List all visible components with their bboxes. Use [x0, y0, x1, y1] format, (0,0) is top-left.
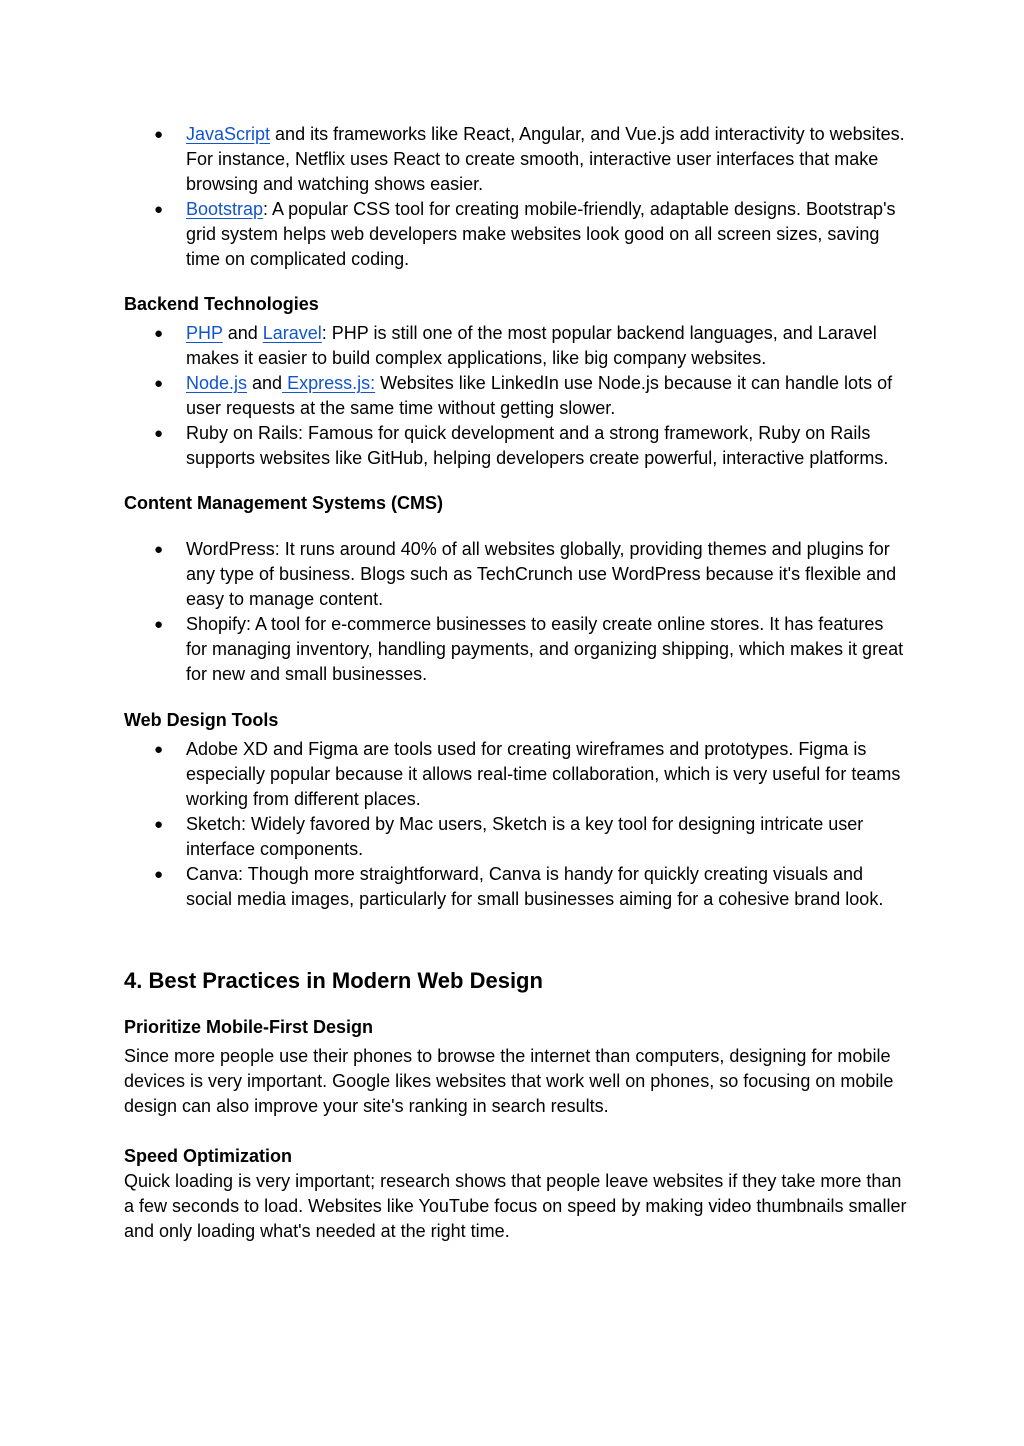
- javascript-link[interactable]: JavaScript: [186, 124, 271, 144]
- list-item-text: : PHP is still one of the most popular backend languages, and Laravel makes it easier to build complex applications, like big company websites.: [186, 323, 877, 368]
- nodejs-link[interactable]: Node.js: [186, 373, 248, 393]
- mobile-first-paragraph: Since more people use their phones to browse the internet than computers, designing for mobile devices is very important. Google likes websites that work well on phones, so focusing on mobile design can also improve your site's ranking in search results.: [124, 1046, 894, 1116]
- list-item-text: and its frameworks like React, Angular, and Vue.js add interactivity to websites. For instance, Netflix uses React to create smooth, interactive user interfaces that make browsing and watching shows easier.: [186, 124, 905, 194]
- bullet-icon: ●: [154, 425, 164, 442]
- list-item-text: Adobe XD and Figma are tools used for creating wireframes and prototypes. Figma is especially popular because it allows real-time collaboration, which is very useful for teams working from different places.: [186, 739, 901, 809]
- bullet-icon: ●: [154, 741, 164, 758]
- backend-heading: Backend Technologies: [124, 294, 319, 314]
- expressjs-link[interactable]: Express.js:: [282, 373, 376, 393]
- bullet-icon: ●: [154, 126, 164, 143]
- cms-heading: Content Management Systems (CMS): [124, 493, 444, 513]
- speed-paragraph: Quick loading is very important; research shows that people leave websites if they take more than a few seconds to load. Websites like YouTube focus on speed by making video thumbnails smaller and only loading what's needed at the right time.: [124, 1171, 907, 1241]
- list-item: [124, 421, 906, 471]
- bullet-icon: ●: [154, 541, 164, 558]
- bullet-icon: ●: [154, 375, 164, 392]
- php-link[interactable]: PHP: [186, 323, 223, 343]
- list-item-text: Ruby on Rails: Famous for quick development and a strong framework, Ruby on Rails supports websites like GitHub, helping developers create powerful, interactive platforms.: [186, 423, 889, 468]
- list-item-text: Shopify: A tool for e-commerce businesses to easily create online stores. It has features for managing inventory, handling payments, and organizing shipping, which makes it great for new and small businesses.: [186, 614, 904, 684]
- laravel-link[interactable]: Laravel: [262, 323, 322, 343]
- list-item: [124, 197, 906, 272]
- mobile-first-heading: Prioritize Mobile-First Design: [124, 1017, 374, 1037]
- list-item-text: Sketch: Widely favored by Mac users, Sketch is a key tool for designing intricate user interface components.: [186, 814, 864, 859]
- document-page: [124, 122, 914, 1244]
- list-item-text: Canva: Though more straightforward, Canva is handy for quickly creating visuals and social media images, particularly for small businesses aiming for a cohesive brand look.: [186, 864, 884, 909]
- list-item: [124, 321, 906, 371]
- list-item: [124, 122, 906, 197]
- list-item-text: and: [222, 323, 263, 343]
- design-tools-heading: Web Design Tools: [124, 710, 279, 730]
- list-item-text: : A popular CSS tool for creating mobile-friendly, adaptable designs. Bootstrap's grid system helps web developers make websites look good on all screen sizes, saving time on complicated coding.: [186, 199, 896, 269]
- backend-list: [124, 321, 914, 471]
- bullet-icon: ●: [154, 816, 164, 833]
- list-item: [124, 371, 906, 421]
- bootstrap-link[interactable]: Bootstrap: [186, 199, 264, 219]
- list-item: [124, 537, 906, 612]
- bullet-icon: ●: [154, 325, 164, 342]
- section-title: 4. Best Practices in Modern Web Design: [124, 968, 543, 993]
- list-item: [124, 812, 906, 862]
- cms-list: [124, 537, 914, 687]
- list-item: [124, 862, 906, 912]
- list-item: [124, 612, 906, 687]
- frontend-list: [124, 122, 914, 272]
- list-item: [124, 737, 906, 812]
- bullet-icon: ●: [154, 201, 164, 218]
- bullet-icon: ●: [154, 616, 164, 633]
- list-item-text: Websites like LinkedIn use Node.js because it can handle lots of user requests at the same time without getting slower.: [186, 373, 893, 418]
- bullet-icon: ●: [154, 866, 164, 883]
- list-item-text: WordPress: It runs around 40% of all websites globally, providing themes and plugins for any type of business. Blogs such as TechCrunch use WordPress because it's flexible and easy to manage content.: [186, 539, 897, 609]
- list-item-text: and: [247, 373, 283, 393]
- speed-heading: Speed Optimization: [124, 1146, 293, 1166]
- design-tools-list: [124, 737, 914, 912]
